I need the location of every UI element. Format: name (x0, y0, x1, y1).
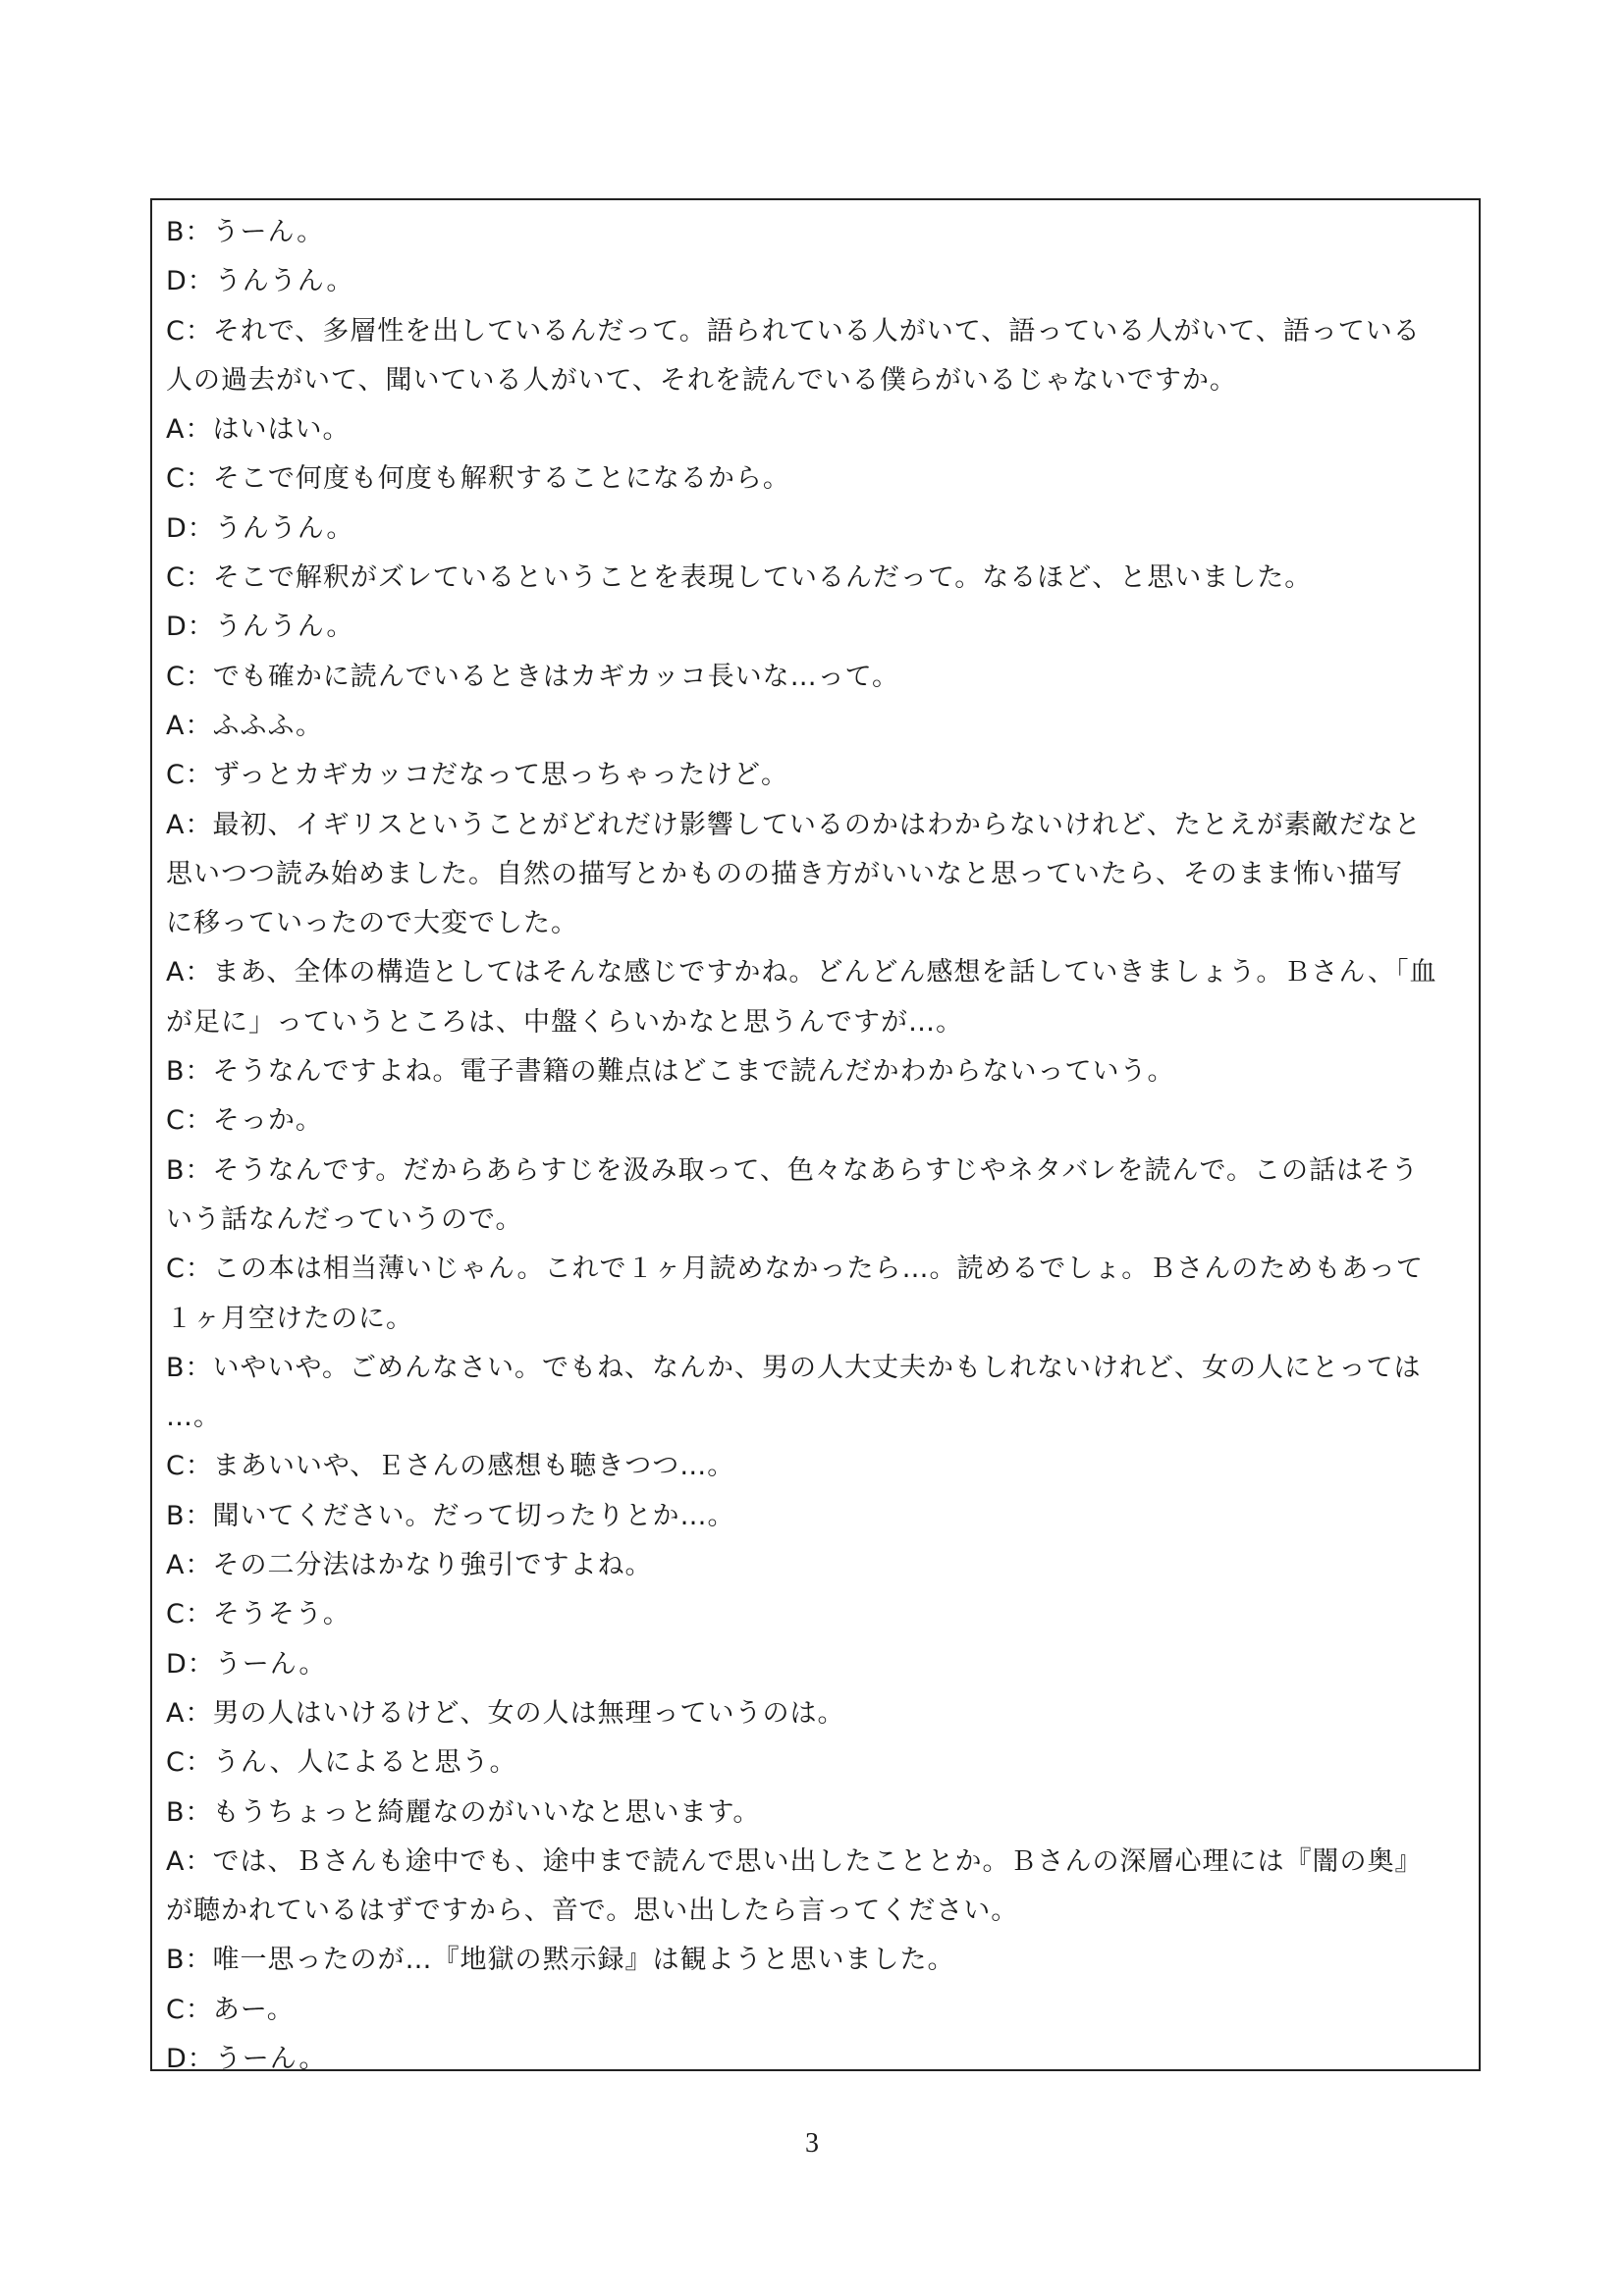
transcript-line: が聴かれているはずですから、音で。思い出したら言ってください。 (166, 1896, 1019, 1927)
transcript-box (150, 198, 1481, 2071)
transcript-line: C：そこで解釈がズレているということを表現しているんだって。なるほど、と思いました。 (166, 562, 1313, 594)
transcript-line: に移っていったので大変でした。 (166, 908, 578, 939)
page-number: 3 (805, 2128, 819, 2159)
transcript-line: D：うんうん。 (166, 612, 354, 643)
transcript-line: １ヶ月空けたのに。 (166, 1303, 413, 1334)
transcript-line: C：それで、多層性を出しているんだって。語られている人がいて、語っている人がいて、語っている (166, 315, 1421, 347)
transcript-line: A：ふふふ。 (166, 710, 324, 741)
transcript-line: C：そうそう。 (166, 1599, 351, 1630)
transcript-line: B：聞いてください。だって切ったりとか…。 (166, 1500, 735, 1531)
transcript-line: B：もうちょっと綺麗なのがいいなと思います。 (166, 1796, 761, 1828)
transcript-line: C：この本は相当薄いじゃん。これで１ヶ月読めなかったら…。読めるでしょ。Ｂさんのためもあって (166, 1254, 1424, 1285)
transcript-line: A：はいはい。 (166, 414, 351, 446)
transcript-line: A：男の人はいけるけど、女の人は無理っていうのは。 (166, 1697, 845, 1729)
transcript-line: C：まあいいや、Ｅさんの感想も聴きつつ…。 (166, 1451, 735, 1482)
transcript-line: A：その二分法はかなり強引ですよね。 (166, 1550, 653, 1581)
transcript-line: C：あー。 (166, 1994, 295, 2025)
transcript-line: いう話なんだっていうので。 (166, 1203, 523, 1235)
transcript-line: C：ずっとカギカッコだなって思っちゃったけど。 (166, 760, 788, 791)
transcript-line: A：最初、イギリスということがどれだけ影響しているのかはわからないけれど、たとえが素敵だなと (166, 809, 1422, 840)
transcript-line: A：まあ、全体の構造としてはそんな感じですかね。どんどん感想を話していきましょう。Ｂさん、「血 (166, 957, 1437, 988)
transcript-line: B：唯一思ったのが…『地獄の黙示録』は観ようと思いました。 (166, 1945, 955, 1976)
transcript-line: D：うーん。 (166, 2043, 327, 2071)
transcript-line: C：そこで何度も何度も解釈することになるから。 (166, 463, 790, 495)
transcript-line: が足に」っていうところは、中盤くらいかなと思うんですが…。 (166, 1006, 963, 1038)
transcript-line: D：うーん。 (166, 1648, 327, 1680)
transcript-line: 人の過去がいて、聞いている人がいて、それを読んでいる僕らがいるじゃないですか。 (166, 364, 1237, 396)
transcript-line: C：うん、人によると思う。 (166, 1747, 517, 1779)
transcript-line: A：では、Ｂさんも途中でも、途中まで読んで思い出したこととか。Ｂさんの深層心理には『闇の奥』 (166, 1845, 1423, 1877)
transcript-line: C：でも確かに読んでいるときはカギカッコ長いな…って。 (166, 661, 900, 692)
transcript-line: B：そうなんですよね。電子書籍の難点はどこまで読んだかわからないっていう。 (166, 1056, 1175, 1088)
transcript-line: D：うんうん。 (166, 266, 354, 297)
transcript-line: C：そっか。 (166, 1105, 323, 1137)
transcript-line: B：うーん。 (166, 217, 325, 247)
transcript-line: …。 (166, 1402, 221, 1433)
transcript-line: B：いやいや。ごめんなさい。でもね、なんか、男の人大丈夫かもしれないけれど、女の人にとっては (166, 1352, 1422, 1383)
transcript-line: D：うんうん。 (166, 512, 354, 544)
transcript-line: B：そうなんです。だからあらすじを汲み取って、色々なあらすじやネタバレを読んで。この話はそう (166, 1154, 1420, 1186)
transcript-line: 思いつつ読み始めました。自然の描写とかものの描き方がいいなと思っていたら、そのまま怖い描写 (166, 858, 1403, 889)
